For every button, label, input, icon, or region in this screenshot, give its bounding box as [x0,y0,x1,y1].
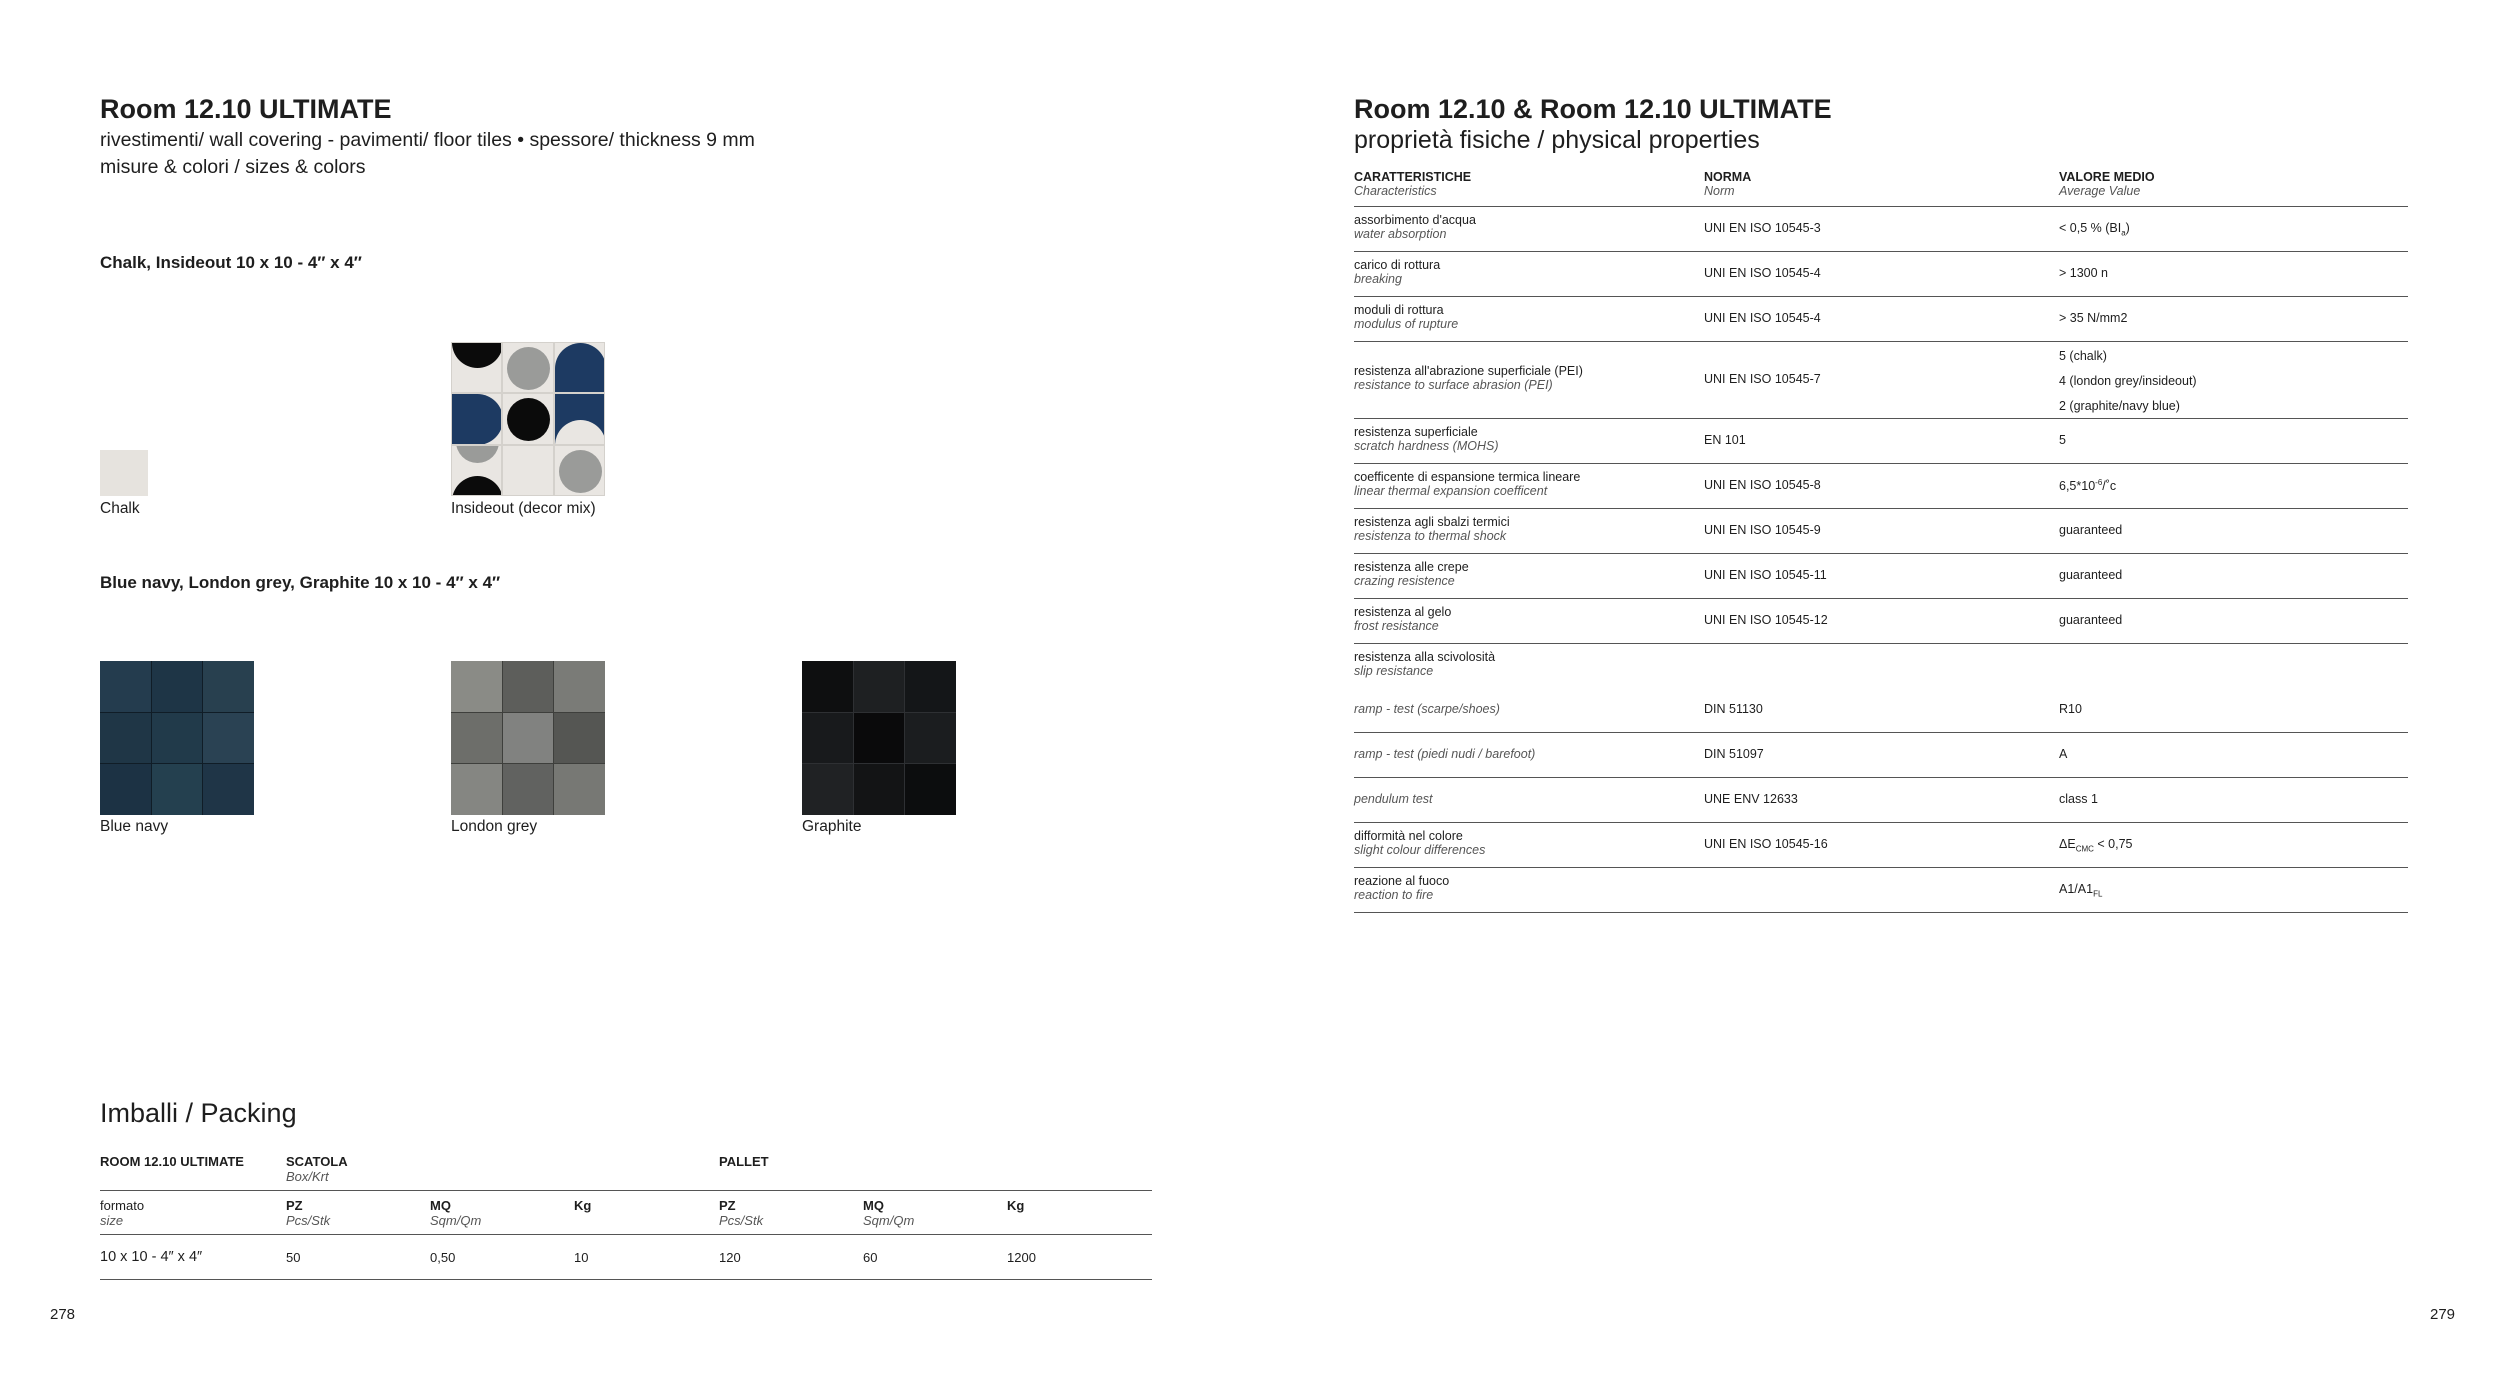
norm-cell: DIN 51130 [1704,702,1763,716]
insideout-decor-swatch [451,342,605,496]
characteristic-cell: ramp - test (piedi nudi / barefoot) [1354,747,1536,761]
value-cell: A [2059,747,2068,761]
tile [554,713,605,764]
value-cell: > 1300 n [2059,266,2109,280]
header-norm: NORMA Norm [1704,170,1752,198]
subtitle-line: misure & colori / sizes & colors [100,156,366,178]
tile [554,661,605,712]
properties-row [1354,823,2408,868]
value-cell: guaranteed [2059,568,2123,582]
page-subtitle [100,127,755,181]
tile [503,764,554,815]
norm-cell: UNI EN ISO 10545-7 [1704,372,1821,386]
norm-cell: UNI EN ISO 10545-8 [1704,478,1821,492]
properties-title: Room 12.10 & Room 12.10 ULTIMATE [1354,94,1832,124]
packing-sub-mq2: MQ Sqm/Qm [863,1198,915,1228]
tile [503,713,554,764]
value-cell: R10 [2059,702,2082,716]
packing-sub-pz2: PZ Pcs/Stk [719,1198,764,1228]
packing-sub-kg2: Kg [1007,1198,1025,1213]
london-grey-swatch [451,661,605,815]
tile [451,713,502,764]
swatch-label-london-grey: London grey [451,818,538,835]
page-title: Room 12.10 ULTIMATE [100,94,392,124]
tile [854,764,905,815]
graphite-swatch [802,661,956,815]
characteristic-cell: reazione al fuoco reaction to fire [1354,874,1450,902]
packing-val-kg: 10 [574,1250,589,1265]
header-characteristics: CARATTERISTICHE Characteristics [1354,170,1472,198]
packing-table [100,1152,1152,1280]
swatch-label-blue-navy: Blue navy [100,818,169,835]
value-cell: $A1/A1_{FL}$ [2059,882,2103,899]
packing-val-pz2: 120 [719,1250,741,1265]
norm-cell: UNI EN ISO 10545-9 [1704,523,1821,537]
box-label-en: Box/Krt [286,1169,329,1184]
packing-subheader-row [100,1191,1152,1235]
properties-row [1354,207,2408,252]
characteristic-cell: resistenza agli sbalzi termici resistenza to thermal shock [1354,515,1510,543]
group-title-navy-grey-graphite: Blue navy, London grey, Graphite 10 x 10 - 4″ x 4″ [100,573,501,592]
tile [152,764,203,815]
properties-row [1354,252,2408,297]
packing-col-box [286,1154,348,1184]
properties-row [1354,554,2408,599]
value-cell: guaranteed [2059,523,2123,537]
properties-row [1354,509,2408,554]
characteristic-cell: assorbimento d'acqua water absorption [1354,213,1476,241]
value-cell: $\Delta E_{CMC} < 0,75$ [2059,837,2133,854]
tile [503,661,554,712]
properties-row [1354,297,2408,342]
value-cell: $6,5*10^{-6}/˚c$ [2059,478,2117,494]
tile [905,661,956,712]
value-cell: 5 (chalk) 4 (london grey/insideout) 2 (graphite/navy blue) [2059,349,2197,413]
characteristic-cell: pendulum test [1354,792,1433,806]
packing-header-row [100,1152,1152,1191]
chalk-swatch [100,450,148,496]
page-number-left: 278 [50,1306,76,1323]
packing-col-pallet: PALLET [719,1154,769,1169]
packing-val-pz: 50 [286,1250,301,1265]
packing-val-size: 10 x 10 - 4″ x 4″ [100,1249,203,1265]
value-cell: guaranteed [2059,613,2123,627]
blue-navy-swatch [100,661,254,815]
norm-cell: DIN 51097 [1704,747,1764,761]
tile [854,661,905,712]
properties-table [1354,166,2408,913]
packing-data-row [100,1235,1152,1280]
packing-sub-kg: Kg [574,1198,592,1213]
packing-sub-size: formato size [100,1198,145,1228]
characteristic-cell: coefficente di espansione termica lineare linear thermal expansion coefficent [1354,470,1581,498]
characteristic-cell: resistenza alla scivolosità slip resistance [1354,650,1496,678]
norm-cell: UNI EN ISO 10545-3 [1704,221,1821,235]
characteristic-cell: carico di rottura breaking [1354,258,1441,286]
subtitle-line: rivestimenti/ wall covering - pavimenti/ floor tiles • spessore/ thickness 9 mm [100,129,755,151]
norm-cell: UNI EN ISO 10545-4 [1704,311,1821,325]
page-number-right: 279 [2430,1306,2456,1323]
characteristic-cell: ramp - test (scarpe/shoes) [1354,702,1500,716]
swatch-label-graphite: Graphite [802,818,862,835]
packing-val-mq: 0,50 [430,1250,456,1265]
tile [152,713,203,764]
header-average-value: VALORE MEDIO Average Value [2059,170,2155,198]
norm-cell: UNI EN ISO 10545-12 [1704,613,1828,627]
swatch-label-chalk: Chalk [100,500,140,517]
characteristic-cell: resistenza all'abrazione superficiale (PEI) resistance to surface abrasion (PEI) [1354,364,1583,392]
tile [203,764,254,815]
tile [854,713,905,764]
tile [802,661,853,712]
characteristic-cell: moduli di rottura modulus of rupture [1354,303,1459,331]
value-cell: > 35 N/mm2 [2059,311,2128,325]
norm-cell: UNI EN ISO 10545-11 [1704,568,1827,582]
tile [802,713,853,764]
value-cell: class 1 [2059,792,2098,806]
properties-subtitle: proprietà fisiche / physical properties [1354,126,1760,154]
properties-row [1354,342,2408,419]
properties-row [1354,644,2408,688]
packing-sub-pz: PZ Pcs/Stk [286,1198,331,1228]
tile [100,661,151,712]
norm-cell: UNI EN ISO 10545-16 [1704,837,1828,851]
tile [554,764,605,815]
tile [100,713,151,764]
tile [100,764,151,815]
box-label: SCATOLA [286,1154,348,1169]
tile [905,764,956,815]
properties-row [1354,688,2408,733]
properties-row [1354,778,2408,823]
properties-header-row [1354,166,2408,207]
packing-sub-mq: MQ Sqm/Qm [430,1198,482,1228]
tile [905,713,956,764]
tile [802,764,853,815]
characteristic-cell: resistenza alle crepe crazing resistence [1354,560,1469,588]
packing-title: Imballi / Packing [100,1098,297,1128]
properties-row [1354,419,2408,464]
properties-row [1354,599,2408,644]
norm-cell: EN 101 [1704,433,1746,447]
characteristic-cell: difformità nel colore slight colour differences [1354,829,1486,857]
characteristic-cell: resistenza superficiale scratch hardness (MOHS) [1354,425,1499,453]
packing-val-kg2: 1200 [1007,1250,1036,1265]
tile [203,661,254,712]
value-cell: 5 [2059,433,2066,447]
packing-col-product: ROOM 12.10 ULTIMATE [100,1154,244,1169]
tile [451,661,502,712]
tile [152,661,203,712]
group-title-chalk-insideout: Chalk, Insideout 10 x 10 - 4″ x 4″ [100,253,362,272]
characteristic-cell: resistenza al gelo frost resistance [1354,605,1452,633]
norm-cell: UNE ENV 12633 [1704,792,1798,806]
norm-cell: UNI EN ISO 10545-4 [1704,266,1821,280]
properties-row [1354,868,2408,913]
properties-row [1354,464,2408,509]
properties-row [1354,733,2408,778]
value-cell: < 0,5 % $(BI_a)$ [2059,221,2130,238]
packing-val-mq2: 60 [863,1250,878,1265]
swatch-label-insideout: Insideout (decor mix) [451,500,596,517]
tile [203,713,254,764]
tile [451,764,502,815]
